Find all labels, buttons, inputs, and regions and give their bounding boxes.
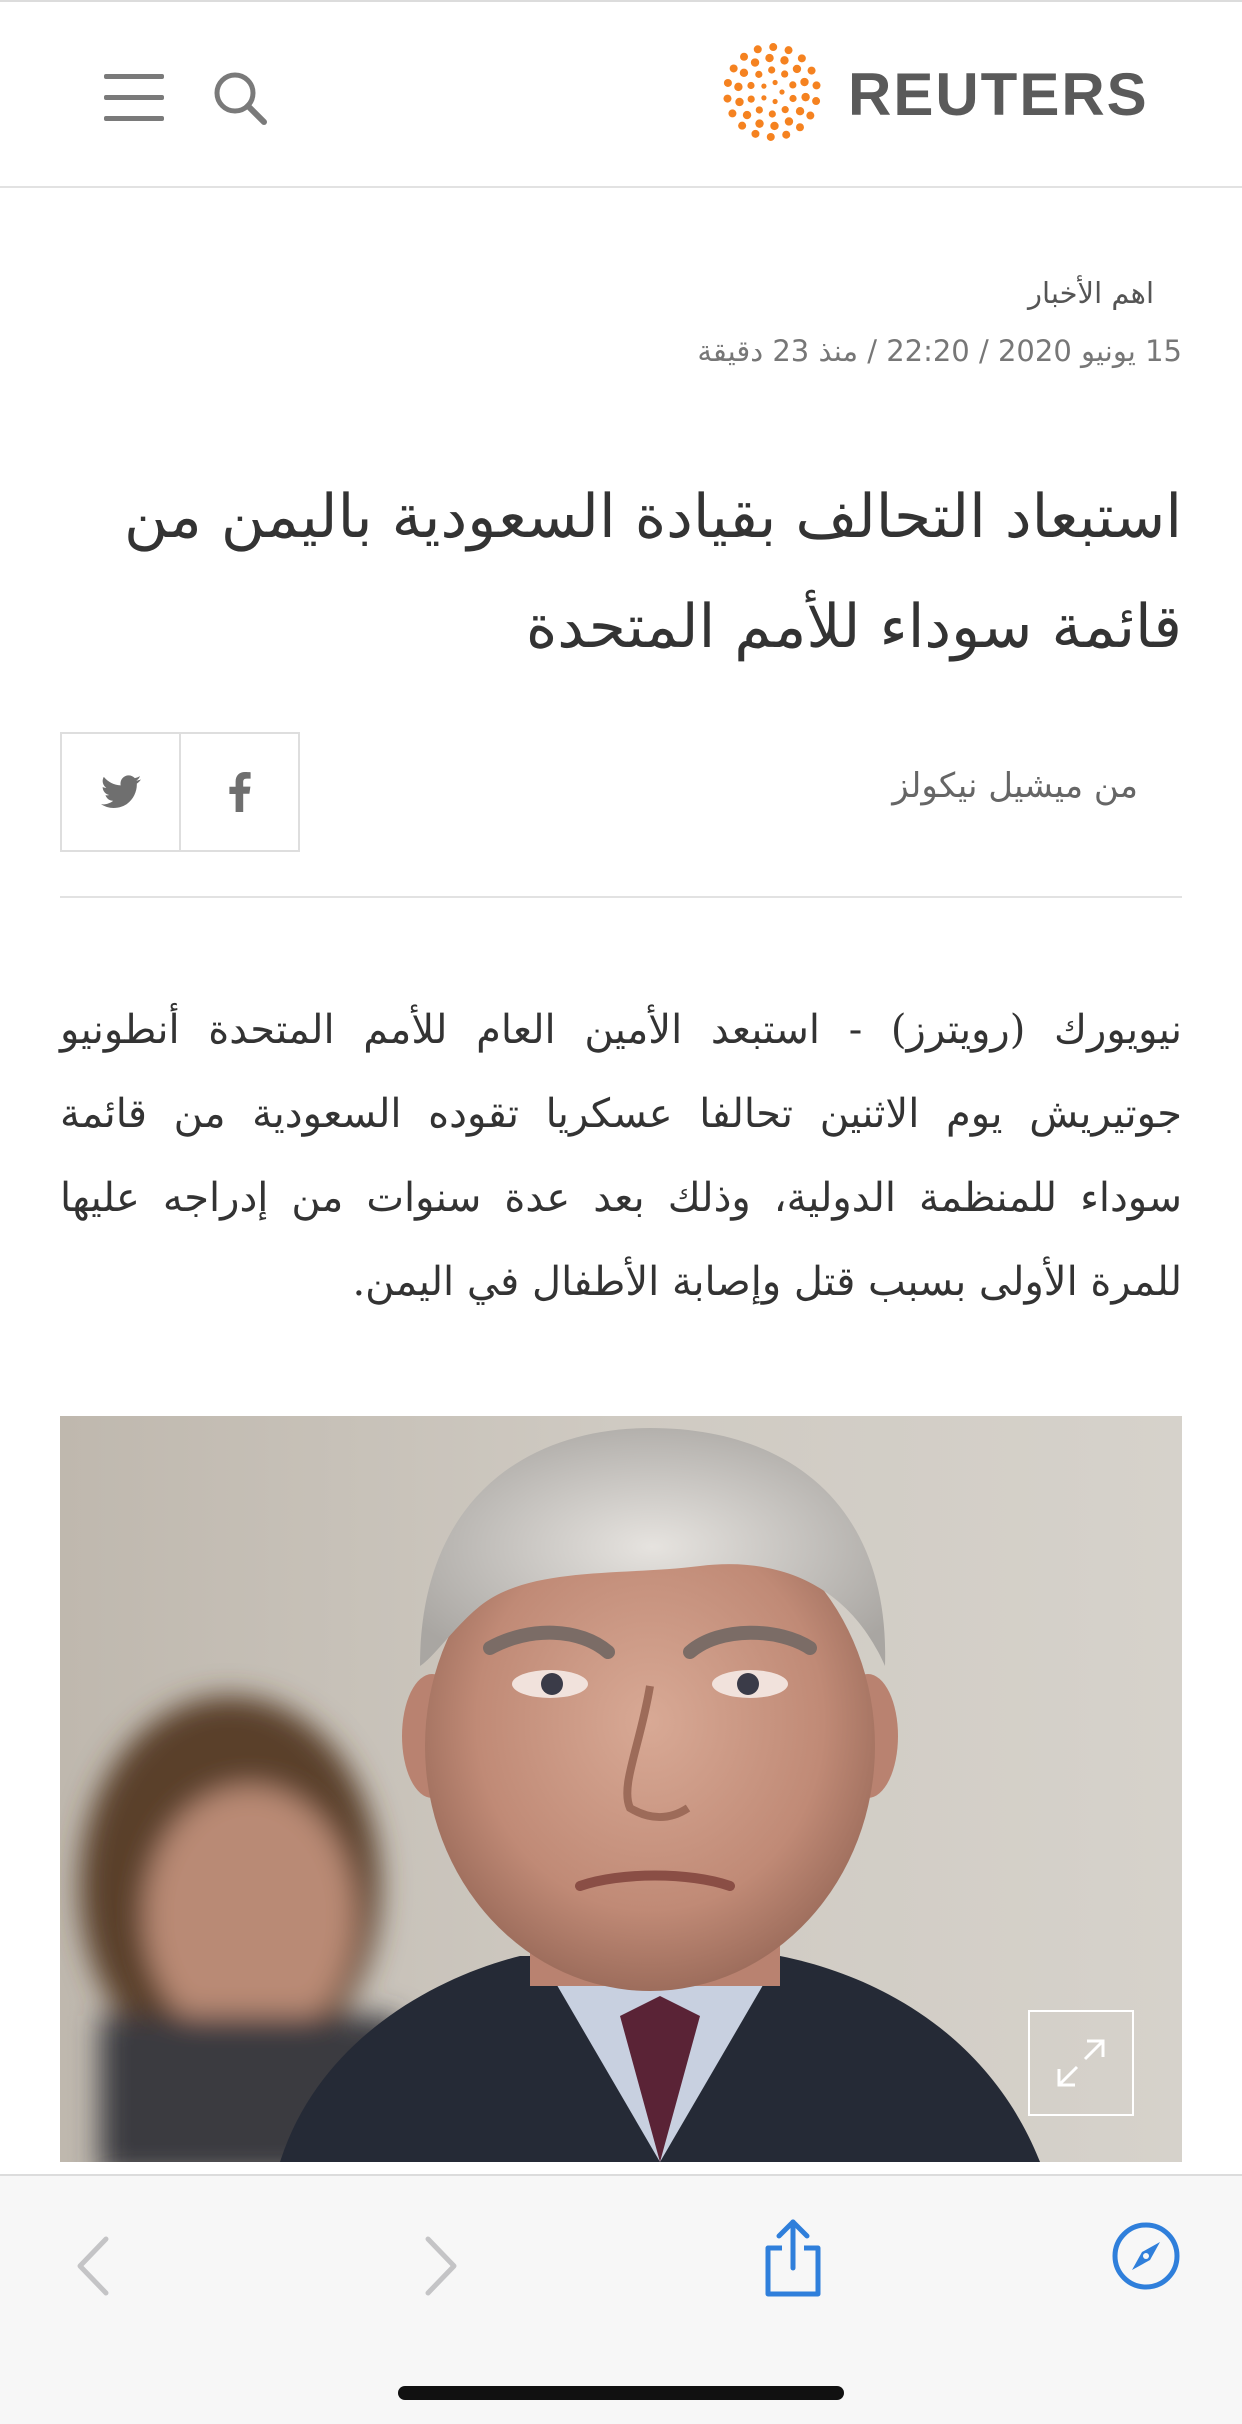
site-header [0,0,1242,188]
divider [60,896,1182,898]
compass-icon [1111,2221,1181,2291]
hamburger-menu-icon[interactable] [104,70,164,124]
facebook-icon [229,772,251,812]
reuters-logo-mark [722,42,822,142]
back-button[interactable] [62,2228,122,2304]
forward-button[interactable] [412,2228,472,2304]
portrait-photo [60,1416,1182,2162]
home-indicator[interactable] [398,2386,844,2400]
expand-photo-button[interactable] [1028,2010,1134,2116]
twitter-share-button[interactable] [62,734,179,850]
twitter-icon [101,775,141,809]
facebook-share-button[interactable] [179,734,298,850]
expand-icon [1051,2033,1111,2093]
safari-compass-button[interactable] [1106,2216,1186,2296]
brand-name: REUTERS [848,61,1149,128]
chevron-right-icon [424,2235,460,2297]
search-icon[interactable] [210,68,270,128]
share-icon [762,2218,824,2298]
article-headline: استبعاد التحالف بقيادة السعودية باليمن من قائمة سوداء للأمم المتحدة [123,482,1182,662]
article-lede: نيويورك (رويترز) - استبعد الأمين العام للأمم المتحدة أنطونيو جوتيريش يوم الاثنين تحالفا عسكريا تقوده السعودية من قائمة سوداء للمنظمة الدولية، وذلك بعد عدة سنوات من إدراجه عليها للمرة الأولى بسبب قتل وإصابة الأطفال في اليمن. [60,1007,1182,1305]
article-dateline: 15 يونيو 2020 / 22:20 / منذ 23 دقيقة [697,334,1182,368]
chevron-left-icon [74,2235,110,2297]
share-button[interactable] [750,2210,836,2306]
article-category[interactable]: اهم الأخبار [1028,276,1154,310]
share-buttons [60,732,300,852]
article-photo[interactable] [60,1416,1182,2162]
article-byline: من ميشيل نيكولز [892,766,1138,806]
